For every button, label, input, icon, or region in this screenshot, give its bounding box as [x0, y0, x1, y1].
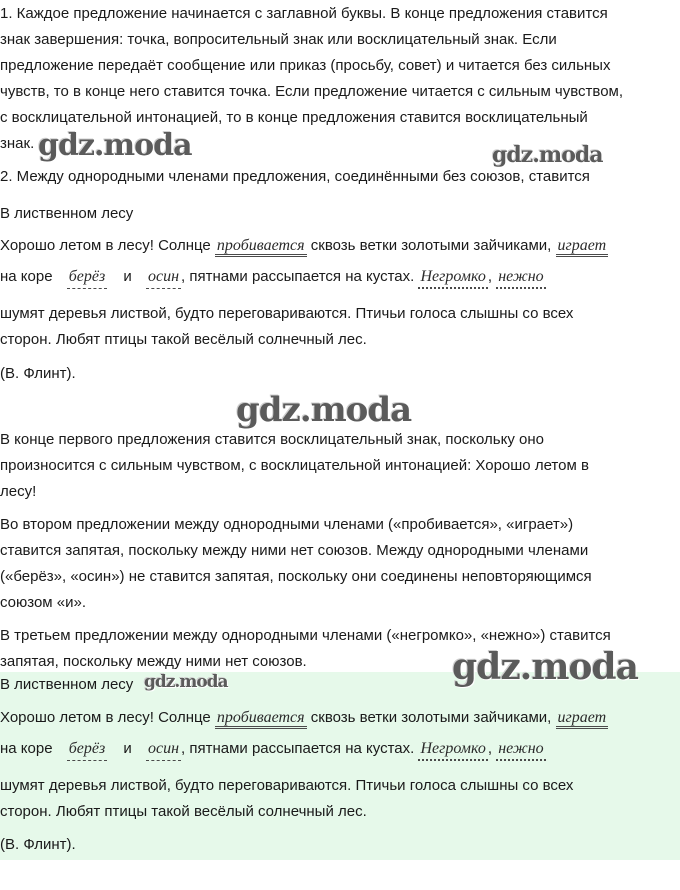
- rule-item-2: 2. Между однородными членами предложения, соединёнными без союзов, ставится: [0, 168, 590, 185]
- answer-line-4: сторон. Любят птицы такой весёлый солнечный лес.: [0, 803, 367, 820]
- watermark-logo: gdz.moda: [452, 646, 638, 688]
- rule-line-3: предложение передаёт сообщение или приказ (просьбу, совет) и читается без сильных: [0, 57, 611, 74]
- explanation-p3-line-2: запятая, поскольку между ними нет союзов.: [0, 653, 307, 670]
- answer-title: В лиственном лесу: [0, 676, 134, 693]
- explanation-p1-line-3: лесу!: [0, 483, 37, 500]
- answer-author: (В. Флинт).: [0, 836, 76, 853]
- word-beryoz: берёз: [67, 269, 108, 289]
- watermark-logo: gdz.moda: [492, 142, 603, 168]
- rule-line-2: знак завершения: точка, вопросительный знак или восклицательный знак. Если: [0, 31, 557, 48]
- text-line-4: сторон. Любят птицы такой весёлый солнечный лес.: [0, 331, 367, 348]
- word-nezhno: нежно: [496, 741, 545, 761]
- text-title: В лиственном лесу: [0, 205, 134, 222]
- explanation-p1-line-2: произносится с сильным чувством, с восклицательной интонацией: Хорошо летом в: [0, 457, 589, 474]
- explanation-p2-line-1: Во втором предложении между однородными членами («пробивается», «играет»): [0, 516, 574, 533]
- text-line-1: Хорошо летом в лесу! Солнце пробивается сквозь ветки золотыми зайчиками, играет: [0, 236, 608, 257]
- explanation-p2-line-3: («берёз», «осин») не ставится запятая, поскольку они соединены неповторяющимся: [0, 568, 592, 585]
- watermark-logo: gdz.moda: [38, 128, 192, 163]
- rule-line-1: 1. Каждое предложение начинается с заглавной буквы. В конце предложения ставится: [0, 5, 608, 22]
- word-probivaetsya: пробивается: [215, 238, 307, 257]
- answer-line-3: шумят деревья листвой, будто переговариваются. Птичьи голоса слышны со всех: [0, 777, 574, 794]
- word-osin: осин: [146, 741, 181, 761]
- rule-line-6: знак.: [0, 135, 35, 152]
- word-negromko: Негромко: [418, 741, 487, 761]
- answer-highlight-block: [0, 672, 680, 860]
- explanation-p2-line-2: ставится запятая, поскольку между ними нет союзов. Между однородными членами: [0, 542, 589, 559]
- text-line-3: шумят деревья листвой, будто переговариваются. Птичьи голоса слышны со всех: [0, 305, 574, 322]
- word-probivaetsya: пробивается: [215, 710, 307, 729]
- explanation-p1-line-1: В конце первого предложения ставится восклицательный знак, поскольку оно: [0, 431, 544, 448]
- text-author: (В. Флинт).: [0, 365, 76, 382]
- rule-line-4: чувств, то в конце него ставится точка. Если предложение читается с сильным чувством,: [0, 83, 624, 100]
- word-nezhno: нежно: [496, 269, 545, 289]
- explanation-p3-line-1: В третьем предложении между однородными членами («негромко», «нежно») ставится: [0, 627, 611, 644]
- word-beryoz: берёз: [67, 741, 108, 761]
- watermark-logo: gdz.moda: [236, 390, 412, 430]
- explanation-p2-line-4: союзом «и».: [0, 594, 87, 611]
- watermark-logo: gdz.moda: [144, 672, 228, 692]
- rule-line-5: с восклицательной интонацией, то в конце предложения ставится восклицательный: [0, 109, 588, 126]
- word-negromko: Негромко: [418, 269, 487, 289]
- answer-line-1: Хорошо летом в лесу! Солнце пробивается сквозь ветки золотыми зайчиками, играет: [0, 708, 608, 729]
- word-igraet: играет: [556, 238, 609, 257]
- word-osin: осин: [146, 269, 181, 289]
- word-igraet: играет: [556, 710, 609, 729]
- text-line-2: на коре берёз и осин , пятнами рассыпается на кустах. Негромко , нежно: [0, 267, 546, 289]
- answer-line-2: на коре берёз и осин , пятнами рассыпается на кустах. Негромко , нежно: [0, 739, 546, 761]
